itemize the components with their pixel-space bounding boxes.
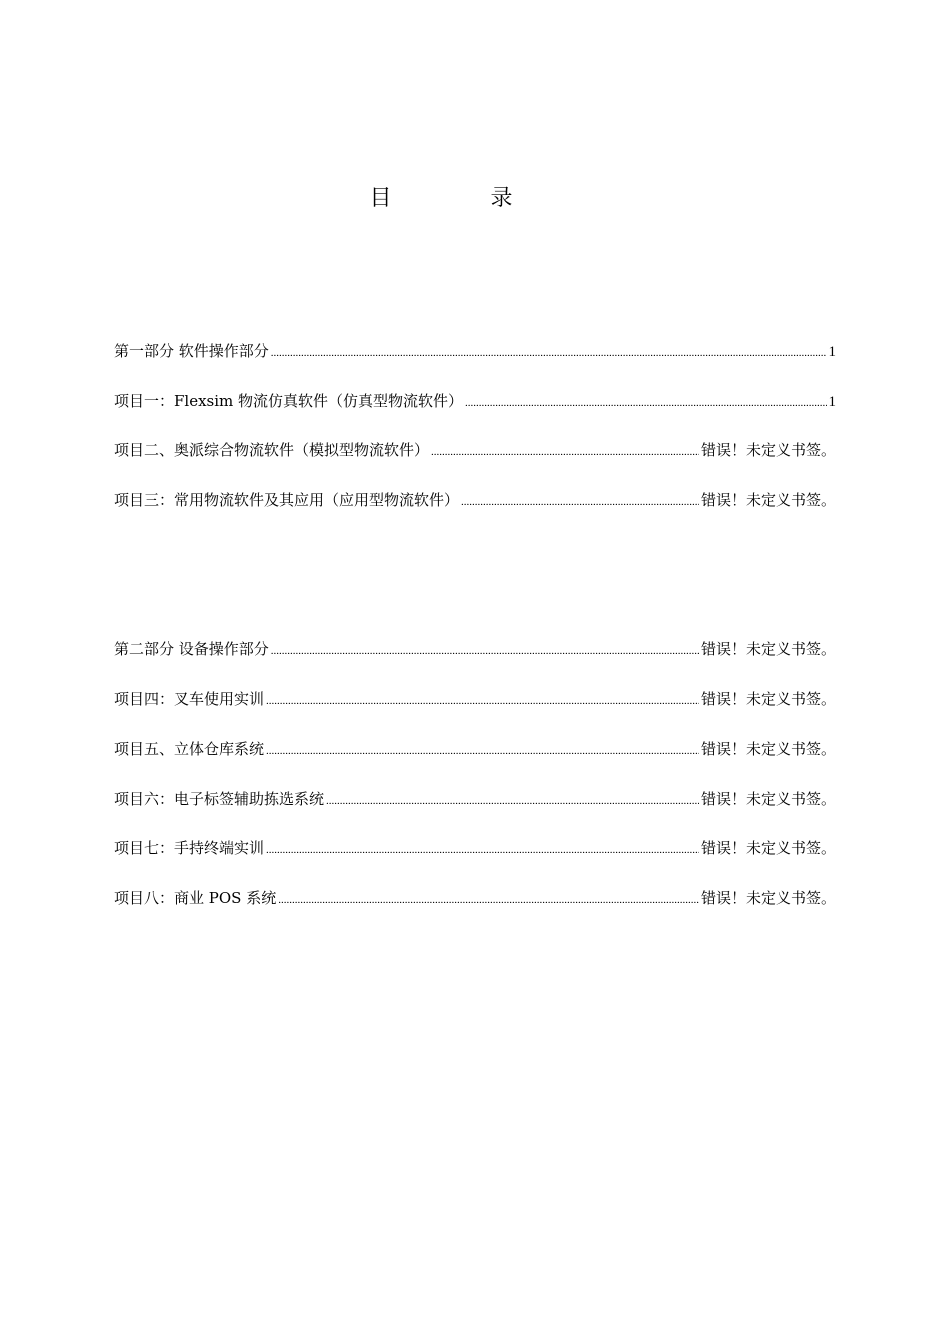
toc-entry-page: 1 (828, 394, 836, 410)
toc-leader-dots (465, 392, 826, 414)
toc-entry-project-3[interactable] (114, 489, 836, 511)
toc-entry-part-2[interactable] (114, 638, 836, 660)
toc-entry-label: 项目四：叉车使用实训 (114, 690, 265, 708)
page-title: 目 录 (369, 186, 559, 211)
toc-entry-label: 项目三：常用物流软件及其应用（应用型物流软件） (114, 491, 460, 509)
toc-entry-project-7[interactable] (114, 837, 836, 859)
toc-entry-project-8[interactable] (114, 887, 836, 909)
toc-entry-page: 错误！未定义书签。 (700, 839, 836, 857)
toc-entry-project-1[interactable] (114, 390, 836, 412)
toc-entry-label: 项目六：电子标签辅助拣选系统 (114, 790, 325, 808)
toc-entry-label: 项目一：Flexsim 物流仿真软件（仿真型物流软件） (114, 392, 464, 410)
toc-leader-dots (271, 640, 699, 662)
toc-entry-project-5[interactable] (114, 738, 836, 760)
toc-entry-project-6[interactable] (114, 788, 836, 810)
toc-leader-dots (278, 889, 699, 911)
toc-entry-label: 项目五、立体仓库系统 (114, 740, 265, 758)
toc-entry-page: 错误！未定义书签。 (700, 690, 836, 708)
toc-entry-project-4[interactable] (114, 688, 836, 710)
toc-entry-page: 错误！未定义书签。 (700, 491, 836, 509)
toc-entry-page: 错误！未定义书签。 (700, 790, 836, 808)
toc-entry-page: 错误！未定义书签。 (700, 441, 836, 459)
toc-entry-label: 第一部分 软件操作部分 (114, 342, 269, 360)
toc-entry-label: 项目八：商业 POS 系统 (114, 889, 277, 907)
toc-entry-page: 1 (828, 344, 836, 360)
toc-leader-dots (266, 740, 699, 762)
toc-entry-label: 项目二、奥派综合物流软件（模拟型物流软件） (114, 441, 430, 459)
toc-leader-dots (461, 491, 699, 513)
toc-entry-label: 项目七：手持终端实训 (114, 839, 265, 857)
toc-entry-part-1[interactable] (114, 340, 836, 362)
toc-entry-project-2[interactable] (114, 439, 836, 461)
toc-entry-page: 错误！未定义书签。 (700, 640, 836, 658)
toc-leader-dots (326, 790, 699, 812)
toc-leader-dots (266, 839, 699, 861)
toc-leader-dots (431, 441, 699, 463)
toc-entry-page: 错误！未定义书签。 (700, 889, 836, 907)
toc-entry-label: 第二部分 设备操作部分 (114, 640, 269, 658)
toc-entry-page: 错误！未定义书签。 (700, 740, 836, 758)
toc-leader-dots (271, 342, 827, 364)
toc-leader-dots (266, 690, 699, 712)
